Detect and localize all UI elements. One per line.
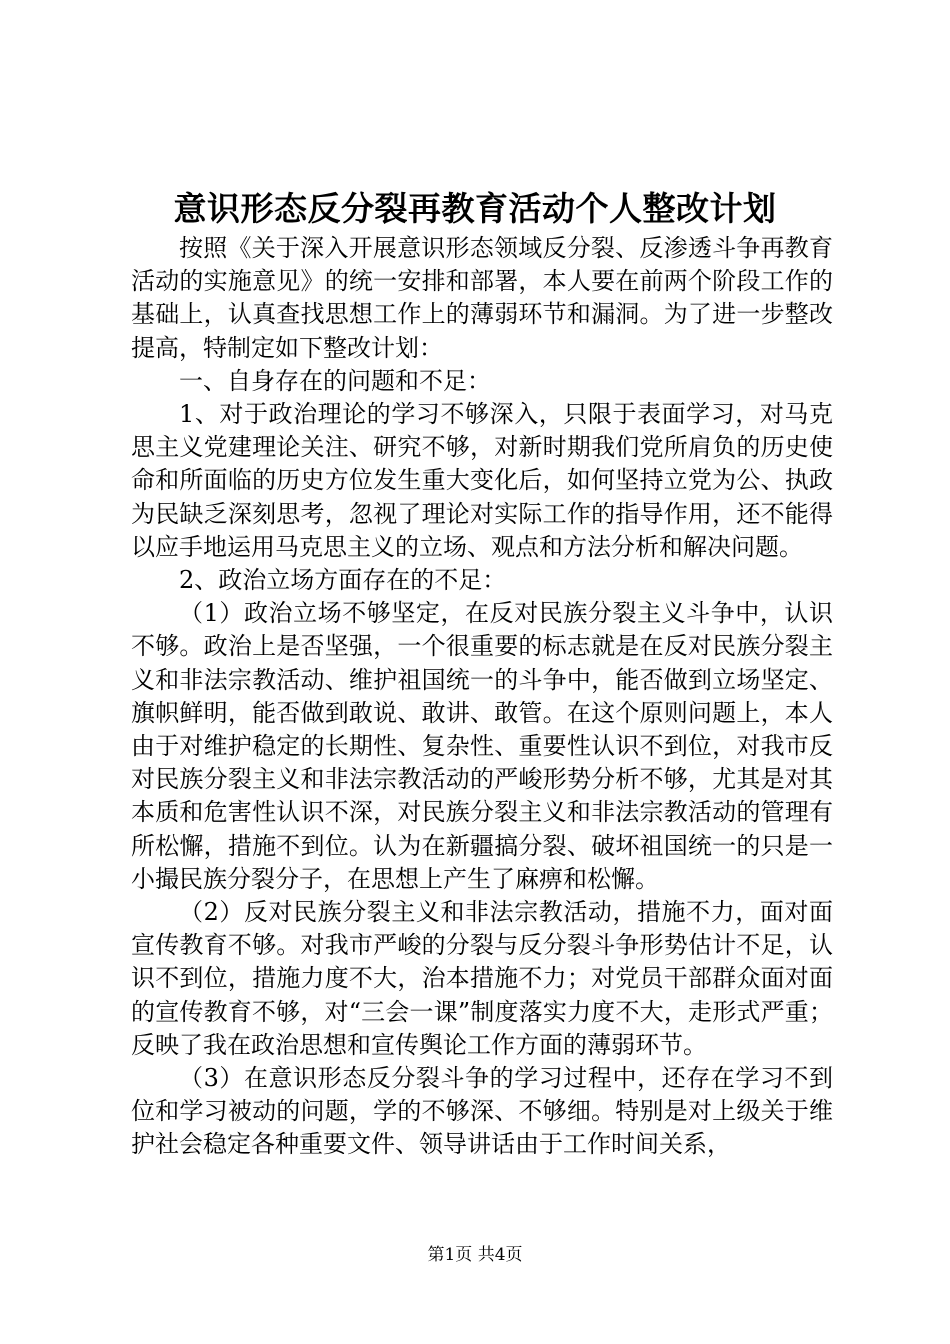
paragraph-subitem-1: （1）政治立场不够坚定，在反对民族分裂主义斗争中，认识不够。政治上是否坚强，一个很重要的标志就是在反对民族分裂主义和非法宗教活动、维护祖国统一的斗争中，能否做到立场坚定、旗帜鲜明，能否做到敢说、敢讲、敢管。在这个原则问题上，本人由于对维护稳定的长期性、复杂性、重要性认识不到位，对我市反对民族分裂主义和非法宗教活动的严峻形势分析不够，尤其是对其本质和危害性认识不深，对民族分裂主义和非法宗教活动的管理有所松懈，措施不到位。认为在新疆搞分裂、破坏祖国统一的只是一小撮民族分裂分子，在思想上产生了麻痹和松懈。 [131, 599, 833, 893]
page-footer: 第1页 共4页 [427, 1245, 523, 1265]
paragraph-item-1: 1、对于政治理论的学习不够深入，只限于表面学习，对马克思主义党建理论关注、研究不够，对新时期我们党所肩负的历史使命和所面临的历史方位发生重大变化后，如何坚持立党为公、执政为民缺乏深刻思考，忽视了理论对实际工作的指导作用，还不能得以应手地运用马克思主义的立场、观点和方法分析和解决问题。 [131, 400, 833, 561]
paragraph-item-2-heading: 2、政治立场方面存在的不足： [179, 566, 507, 595]
paragraph-subitem-3: （3）在意识形态反分裂斗争的学习过程中，还存在学习不到位和学习被动的问题，学的不够深、不够细。特别是对上级关于维护社会稳定各种重要文件、领导讲话由于工作时间关系， [131, 1064, 833, 1159]
paragraph-intro: 按照《关于深入开展意识形态领域反分裂、反渗透斗争再教育活动的实施意见》的统一安排和部署，本人要在前两个阶段工作的基础上，认真查找思想工作上的薄弱环节和漏洞。为了进一步整改提高，特制定如下整改计划： [131, 234, 833, 362]
section-heading-problems: 一、自身存在的问题和不足： [179, 366, 491, 395]
paragraph-subitem-2: （2）反对民族分裂主义和非法宗教活动，措施不力，面对面宣传教育不够。对我市严峻的分裂与反分裂斗争形势估计不足，认识不到位，措施力度不大，治本措施不力；对党员干部群众面对面的宣传教育不够，对“三会一课”制度落实力度不大，走形式严重；反映了我在政治思想和宣传舆论工作方面的薄弱环节。 [131, 898, 833, 1059]
document-title: 意识形态反分裂再教育活动个人整改计划 [173, 189, 777, 228]
document-body [131, 232, 833, 1162]
